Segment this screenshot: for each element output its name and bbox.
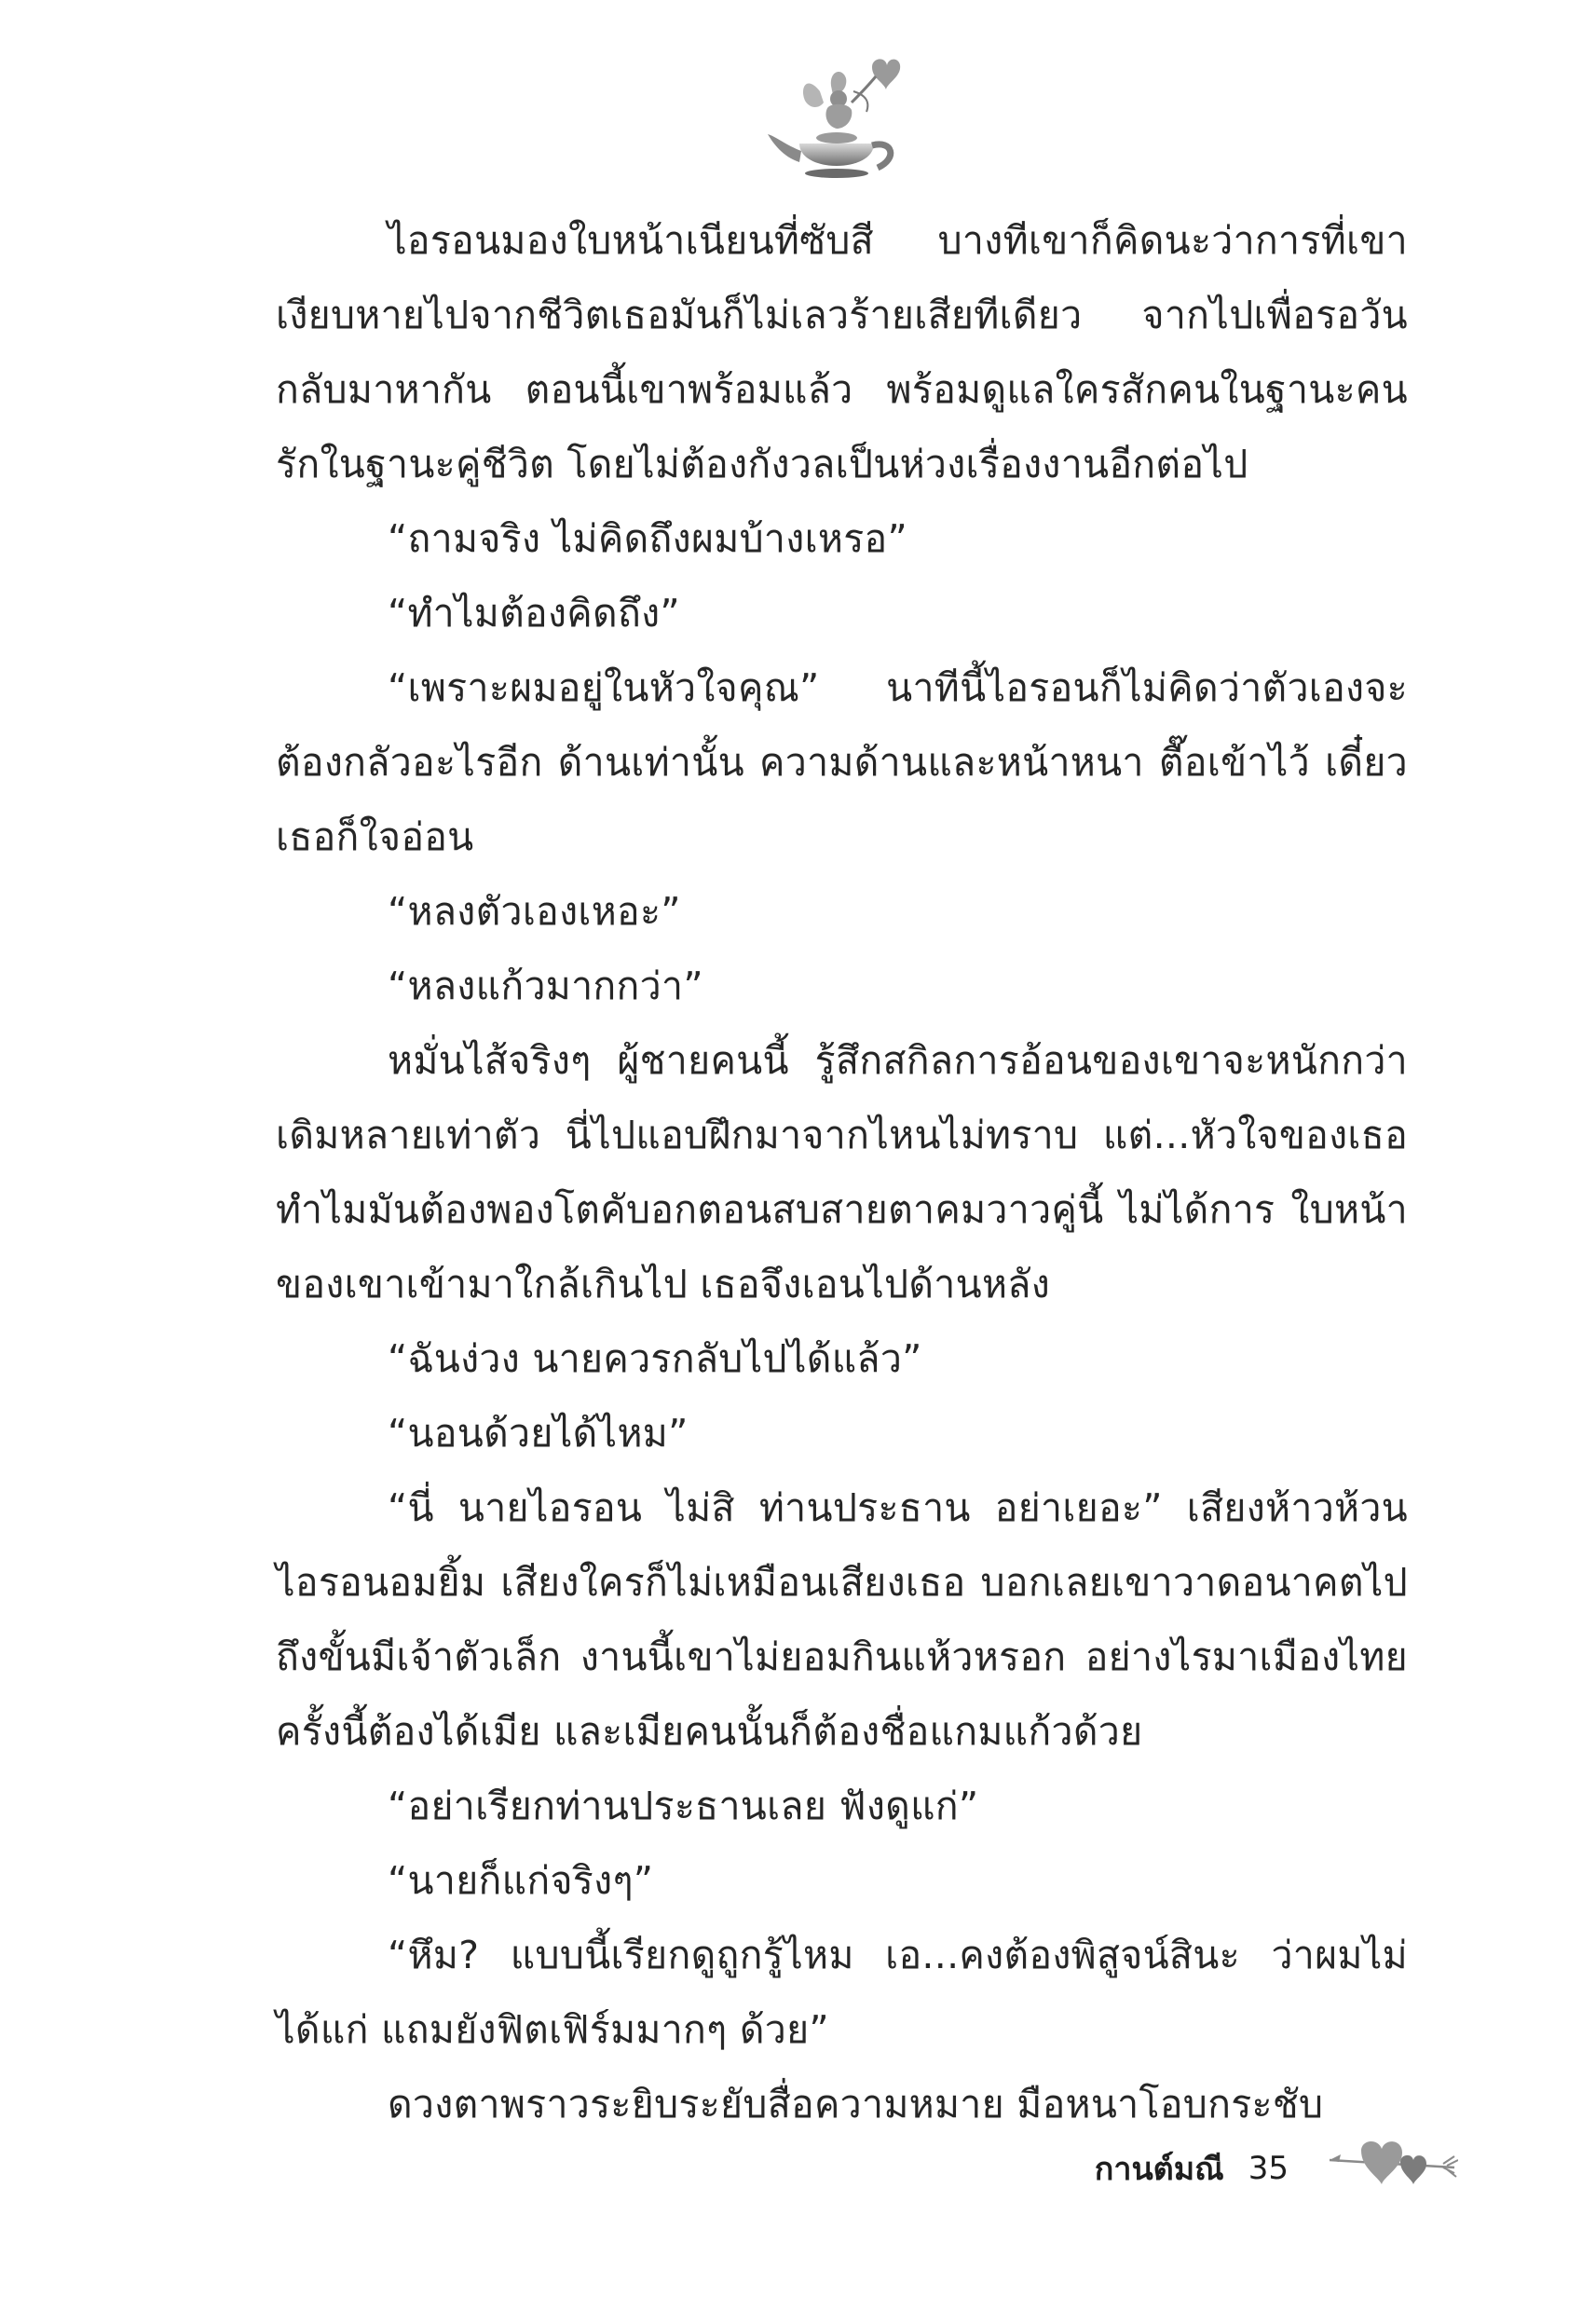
paragraph: “อย่าเรียกท่านประธานเลย ฟังดูแก่” [388,1784,979,1828]
paragraph: “ฉันง่วง นายควรกลับไปได้แล้ว” [388,1336,922,1381]
paragraph: “นายก็แก่จริงๆ” [388,1858,654,1903]
paragraph: ดวงตาพราวระยิบระยับสื่อความหมาย มือหนาโอบกระชับ [388,2082,1324,2126]
paragraph: “ทำไมต้องคิดถึง” [388,591,680,636]
hearts-arrow-icon [1328,2136,1458,2192]
author-name: กานต์มณี [1094,2151,1224,2188]
body-text [276,203,1408,2141]
paragraph: “หลงตัวเองเหอะ” [388,889,681,934]
paragraph: “ถามจริง ไม่คิดถึงผมบ้างเหรอ” [388,516,907,561]
paragraph: “หึม? แบบนี้เรียกดูถูกรู้ไหม เอ...คงต้องพิสูจน์สินะ ว่าผมไม่ได้แก่ แถมยังฟิตเฟิร์มมากๆ ด้วย” [276,1933,1408,2052]
page-number: 35 [1248,2150,1289,2187]
paragraph: “นอนด้วยได้ไหม” [388,1411,689,1456]
cupid-teapot-ornament-icon [762,54,921,194]
paragraph: “เพราะผมอยู่ในหัวใจคุณ” นาทีนี้ไอรอนก็ไม่คิดว่าตัวเองจะต้องกลัวอะไรอีก ด้านเท่านั้น ความด้านและหน้าหนา ตื๊อเข้าไว้ เดี๋ยวเธอก็ใจอ่อน [276,665,1408,859]
paragraph: “นี่ นายไอรอน ไม่สิ ท่านประธาน อย่าเยอะ” เสียงห้าวห้วน ไอรอนอมยิ้ม เสียงใครก็ไม่เหมือนเสียงเธอ บอกเลยเขาวาดอนาคตไปถึงขั้นมีเจ้าตัวเล็ก งานนี้เขาไม่ยอมกินแห้วหรอก อย่างไรมาเมืองไทยครั้งนี้ต้องได้เมีย และเมียคนนั้นก็ต้องชื่อแกมแก้วด้วย [276,1485,1408,1754]
paragraph: “หลงแก้วมากกว่า” [388,964,703,1008]
paragraph: หมั่นไส้จริงๆ ผู้ชายคนนี้ รู้สึกสกิลการอ้อนของเขาจะหนักกว่าเดิมหลายเท่าตัว นี่ไปแอบฝึกมาจากไหนไม่ทราบ แต่...หัวใจของเธอทำไมมันต้องพองโตคับอกตอนสบสายตาคมวาวคู่นี้ ไม่ได้การ ใบหน้าของเขาเข้ามาใกล้เกินไป เธอจึงเอนไปด้านหลัง [276,1038,1408,1306]
paragraph: ไอรอนมองใบหน้าเนียนที่ซับสี บางทีเขาก็คิดนะว่าการที่เขาเงียบหายไปจากชีวิตเธอมันก็ไม่เลวร้ายเสียทีเดียว จากไปเพื่อรอวันกลับมาหากัน ตอนนี้เขาพร้อมแล้ว พร้อมดูแลใครสักคนในฐานะคนรักในฐานะคู่ชีวิต โดยไม่ต้องกังวลเป็นห่วงเรื่องงานอีกต่อไป [276,218,1408,486]
page-footer [1095,2143,1289,2194]
